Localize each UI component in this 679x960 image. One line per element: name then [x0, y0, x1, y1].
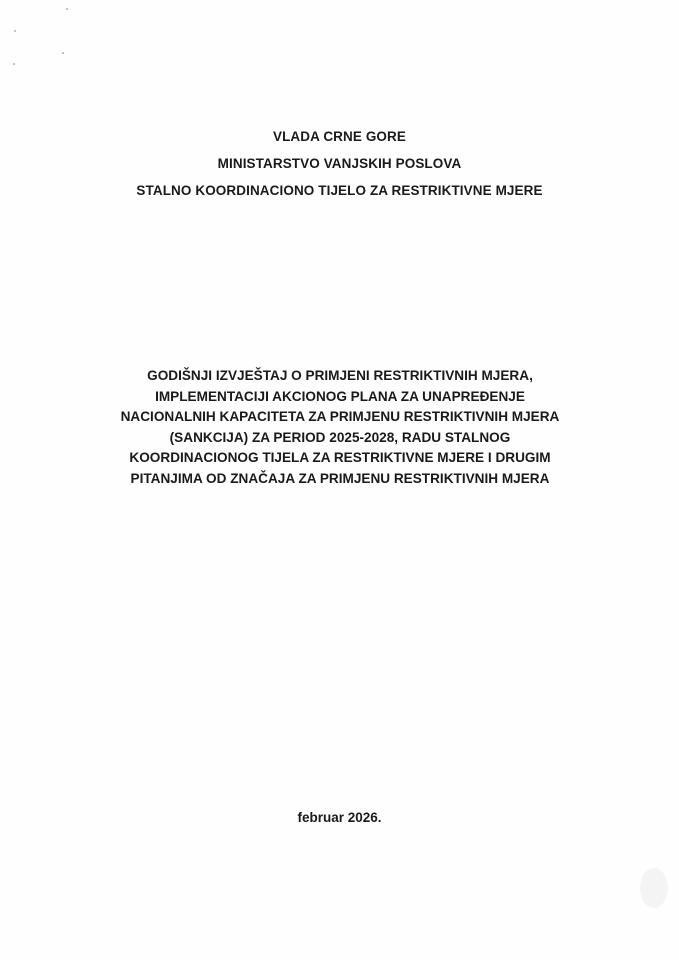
- title-line: GODIŠNJI IZVJEŠTAJ O PRIMJENI RESTRIKTIVNIH MJERA,: [147, 368, 533, 383]
- scan-speck: [62, 52, 64, 54]
- title-line: (SANKCIJA) ZA PERIOD 2025-2028, RADU STALNOG: [169, 429, 511, 445]
- report-date: februar 2026.: [297, 810, 382, 825]
- scan-speck: [66, 8, 68, 10]
- title-line: NACIONALNIH KAPACITETA ZA PRIMJENU RESTRIKTIVNIH MJERA: [120, 409, 560, 425]
- government-name: VLADA CRNE GORE: [272, 129, 406, 144]
- title-line: IMPLEMENTACIJI AKCIONOG PLANA ZA UNAPREĐENJE: [155, 388, 525, 404]
- title-line: KOORDINACIONOG TIJELA ZA RESTRIKTIVNE MJERE I DRUGIM: [129, 450, 551, 466]
- title-line: PITANJIMA OD ZNAČAJA ZA PRIMJENU RESTRIKTIVNIH MJERA: [130, 470, 550, 486]
- scan-speck: [14, 30, 16, 32]
- ministry-name: MINISTARSTVO VANJSKIH POSLOVA: [217, 156, 462, 171]
- issuer-header: [0, 123, 679, 204]
- scan-speck: [13, 63, 15, 65]
- body-name: STALNO KOORDINACIONO TIJELO ZA RESTRIKTIVNE MJERE: [136, 183, 543, 198]
- report-title: [60, 366, 620, 490]
- scan-smudge: [640, 868, 668, 908]
